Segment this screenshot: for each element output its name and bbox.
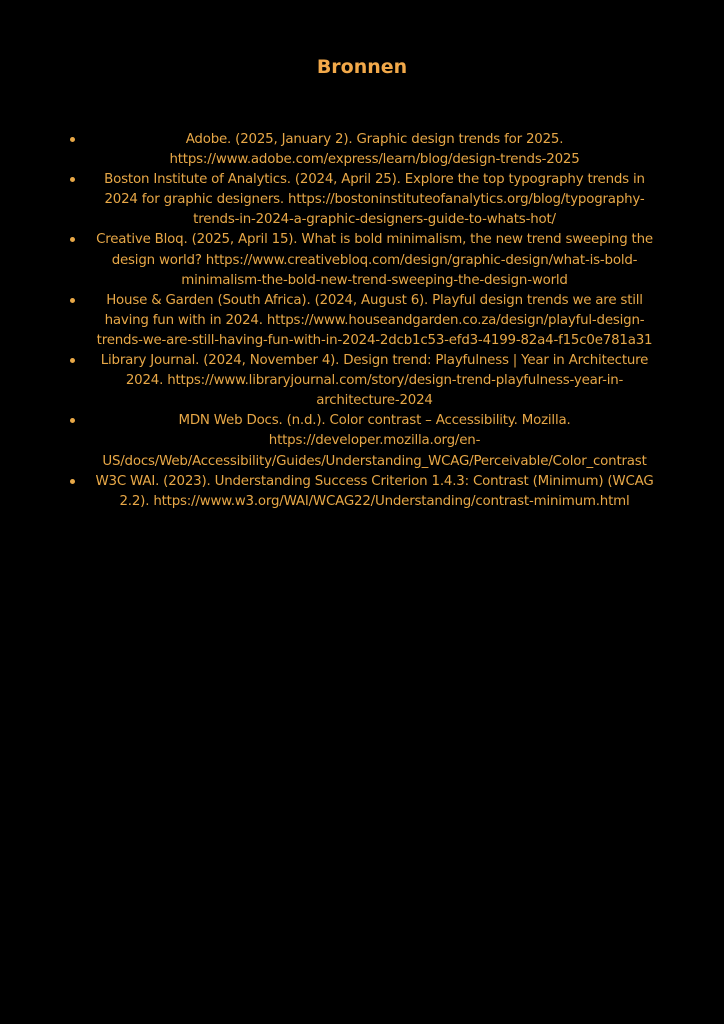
- reference-text: Library Journal. (2024, November 4). Design trend: Playfulness | Year in Architecture 2024. https://www.libraryjournal.com/story/design-trend-playfulness-year-in-architecture-2024: [100, 353, 649, 409]
- reference-item: [86, 411, 663, 471]
- reference-item: [86, 170, 663, 230]
- bullet-icon: [70, 298, 75, 303]
- bullet-icon: [70, 237, 75, 242]
- bullet-icon: [70, 358, 75, 363]
- reference-text: Creative Bloq. (2025, April 15). What is bold minimalism, the new trend sweeping the design world? https://www.creativebloq.com/design/graphic-design/what-is-bold-minimalism-the-bold-new-trend-sweeping-the-design-world: [96, 232, 653, 288]
- bullet-icon: [70, 479, 75, 484]
- reference-text: Boston Institute of Analytics. (2024, April 25). Explore the top typography trends in 2024 for graphic designers. https://bostoninstituteofanalytics.org/blog/typography-trends-in-2024-a-graphic-designers-guide-to-whats-hot/: [104, 172, 645, 228]
- reference-item: [86, 130, 663, 170]
- reference-item: [86, 291, 663, 351]
- bullet-icon: [70, 137, 75, 142]
- page-title: Bronnen: [316, 56, 408, 78]
- bullet-icon: [70, 418, 75, 423]
- reference-item: [86, 230, 663, 290]
- reference-item: [86, 351, 663, 411]
- reference-text: MDN Web Docs. (n.d.). Color contrast – Accessibility. Mozilla. https://developer.mozilla.org/en-US/docs/Web/Accessibility/Guides/Understanding_WCAG/Perceivable/Color_contrast: [102, 413, 647, 469]
- reference-list: [86, 130, 663, 512]
- reference-text: Adobe. (2025, January 2). Graphic design trends for 2025. https://www.adobe.com/express/learn/blog/design-trends-2025: [169, 132, 580, 168]
- reference-item: [86, 472, 663, 512]
- bullet-icon: [70, 177, 75, 182]
- reference-text: W3C WAI. (2023). Understanding Success Criterion 1.4.3: Contrast (Minimum) (WCAG 2.2). https://www.w3.org/WAI/WCAG22/Understanding/contrast-minimum.html: [95, 473, 654, 509]
- reference-text: House & Garden (South Africa). (2024, August 6). Playful design trends we are still having fun with in 2024. https://www.houseandgarden.co.za/design/playful-design-trends-we-are-still-having-fun-with-in-2024-2dcb1c53-efd3-4199-82a4-f15c0e781a31: [96, 292, 653, 348]
